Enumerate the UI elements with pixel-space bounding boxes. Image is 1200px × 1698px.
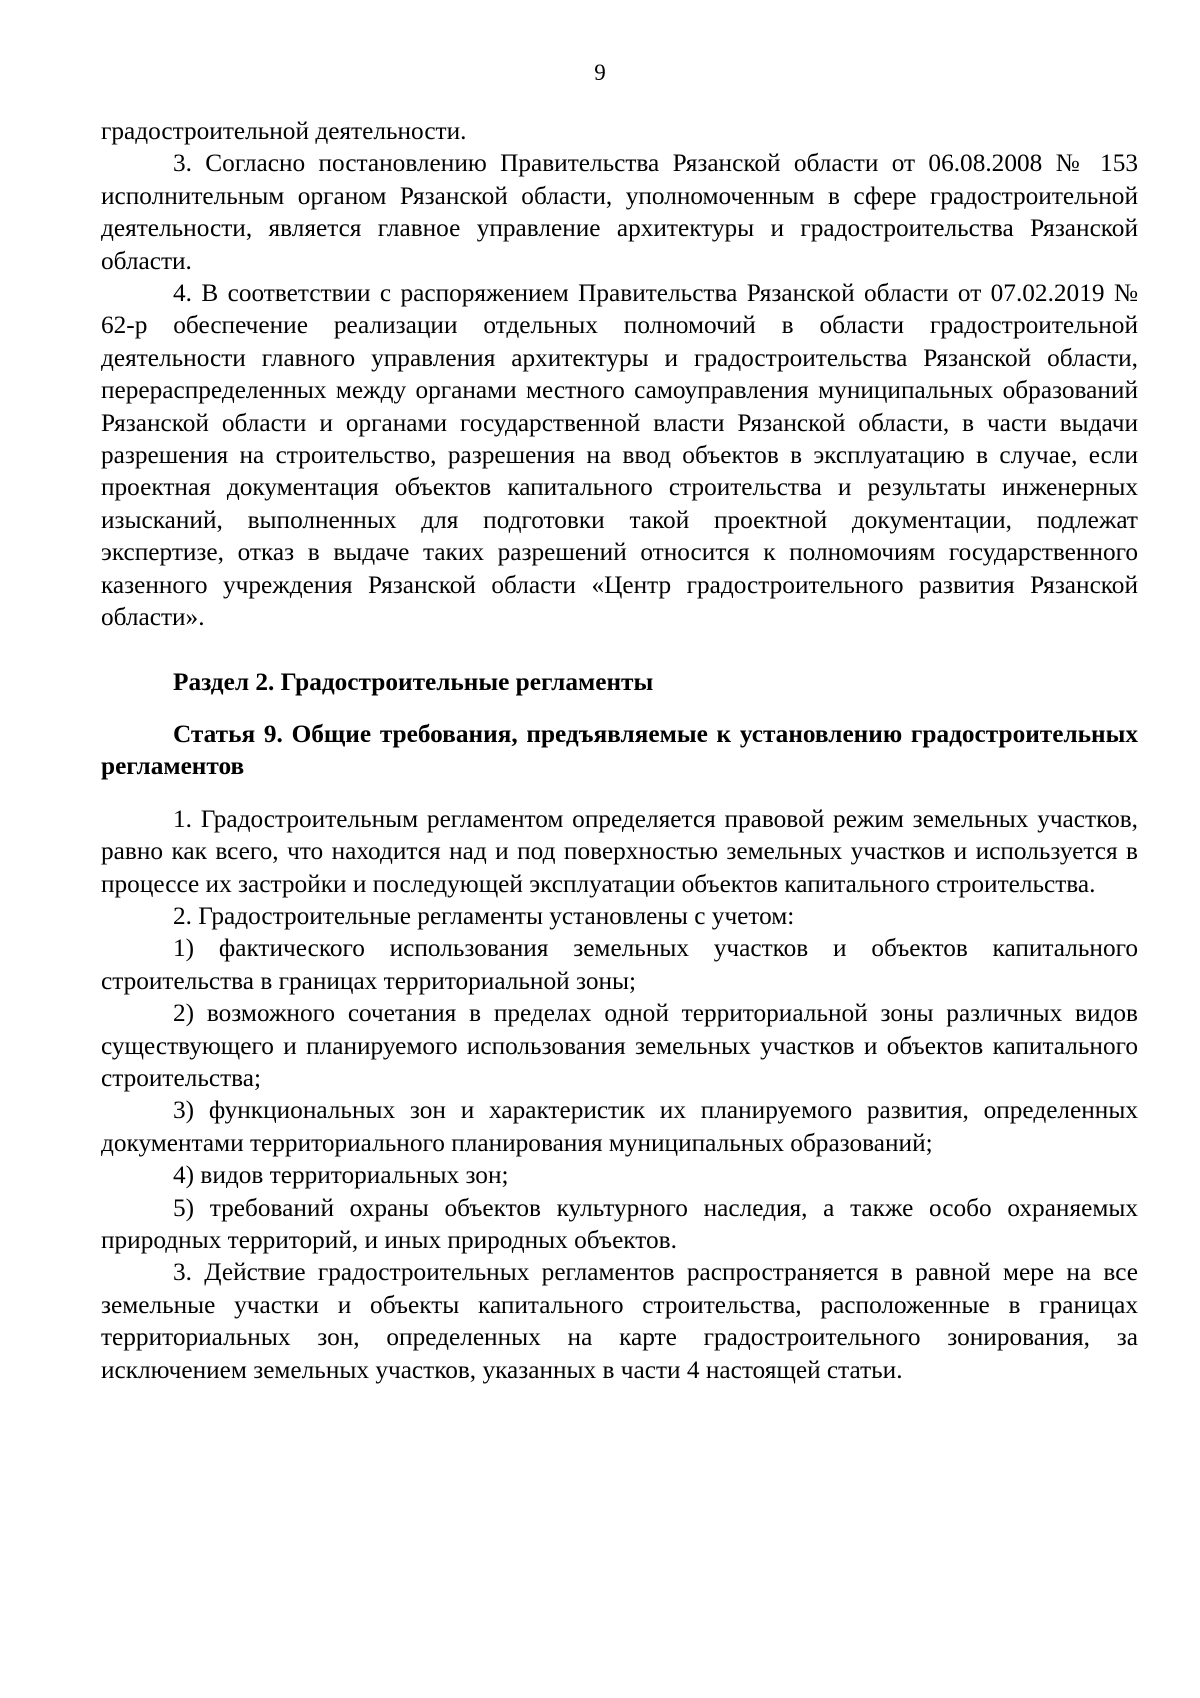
list-item-3: 3) функциональных зон и характеристик их планируемого развития, определенных документами территориального планирования муниципальных образований; <box>101 1096 1138 1157</box>
document-body <box>101 115 1138 1386</box>
list-item-2: 2) возможного сочетания в пределах одной территориальной зоны различных видов существующего и планируемого использования земельных участков и объектов капитального строительства; <box>101 999 1138 1092</box>
paragraph-item-4: 4. В соответствии с распоряжением Правительства Рязанской области от 07.02.2019 № 62-р обеспечение реализации отдельных полномочий в области градостроительной деятельности главного управления архитектуры и градостроительства Рязанской области, перераспределенных между органами местного самоуправления муниципальных образований Рязанской области и органами государственной власти Рязанской области, в части выдачи разрешения на строительство, разрешения на ввод объектов в эксплуатацию в случае, если проектная документация объектов капитального строительства и результаты инженерных изысканий, выполненных для подготовки такой проектной документации, подлежат экспертизе, отказ в выдаче таких разрешений относится к полномочиям государственного казенного учреждения Рязанской области «Центр градостроительного развития Рязанской области». <box>101 279 1138 632</box>
list-item-1: 1) фактического использования земельных участков и объектов капитального строительства в границах территориальной зоны; <box>101 934 1138 995</box>
list-item-5: 5) требований охраны объектов культурного наследия, а также особо охраняемых природных территорий, и иных природных объектов. <box>101 1193 1138 1254</box>
article-paragraph-3: 3. Действие градостроительных регламентов распространяется в равной мере на все земельные участки и объекты капитального строительства, расположенные в границах территориальных зон, определенных на карте градостроительного зонирования, за исключением земельных участков, указанных в части 4 настоящей статьи. <box>101 1258 1138 1384</box>
list-item-4: 4) видов территориальных зон; <box>173 1161 509 1190</box>
paragraph-continuation: градостроительной деятельности. <box>101 117 467 145</box>
article-heading: Статья 9. Общие требования, предъявляемые к установлению градостроительных регламентов <box>101 719 1138 781</box>
page-number: 9 <box>594 60 606 85</box>
section-heading: Раздел 2. Градостроительные регламенты <box>173 667 654 696</box>
article-paragraph-2: 2. Градостроительные регламенты установлены с учетом: <box>173 901 795 930</box>
paragraph-item-3: 3. Согласно постановлению Правительства Рязанской области от 06.08.2008 № 153 исполнительным органом Рязанской области, уполномоченным в сфере градостроительной деятельности, является главное управление архитектуры и градостроительства Рязанской области. <box>101 149 1138 275</box>
article-paragraph-1: 1. Градостроительным регламентом определяется правовой режим земельных участков, равно как всего, что находится над и под поверхностью земельных участков и используется в процессе их застройки и последующей эксплуатации объектов капитального строительства. <box>101 804 1138 898</box>
